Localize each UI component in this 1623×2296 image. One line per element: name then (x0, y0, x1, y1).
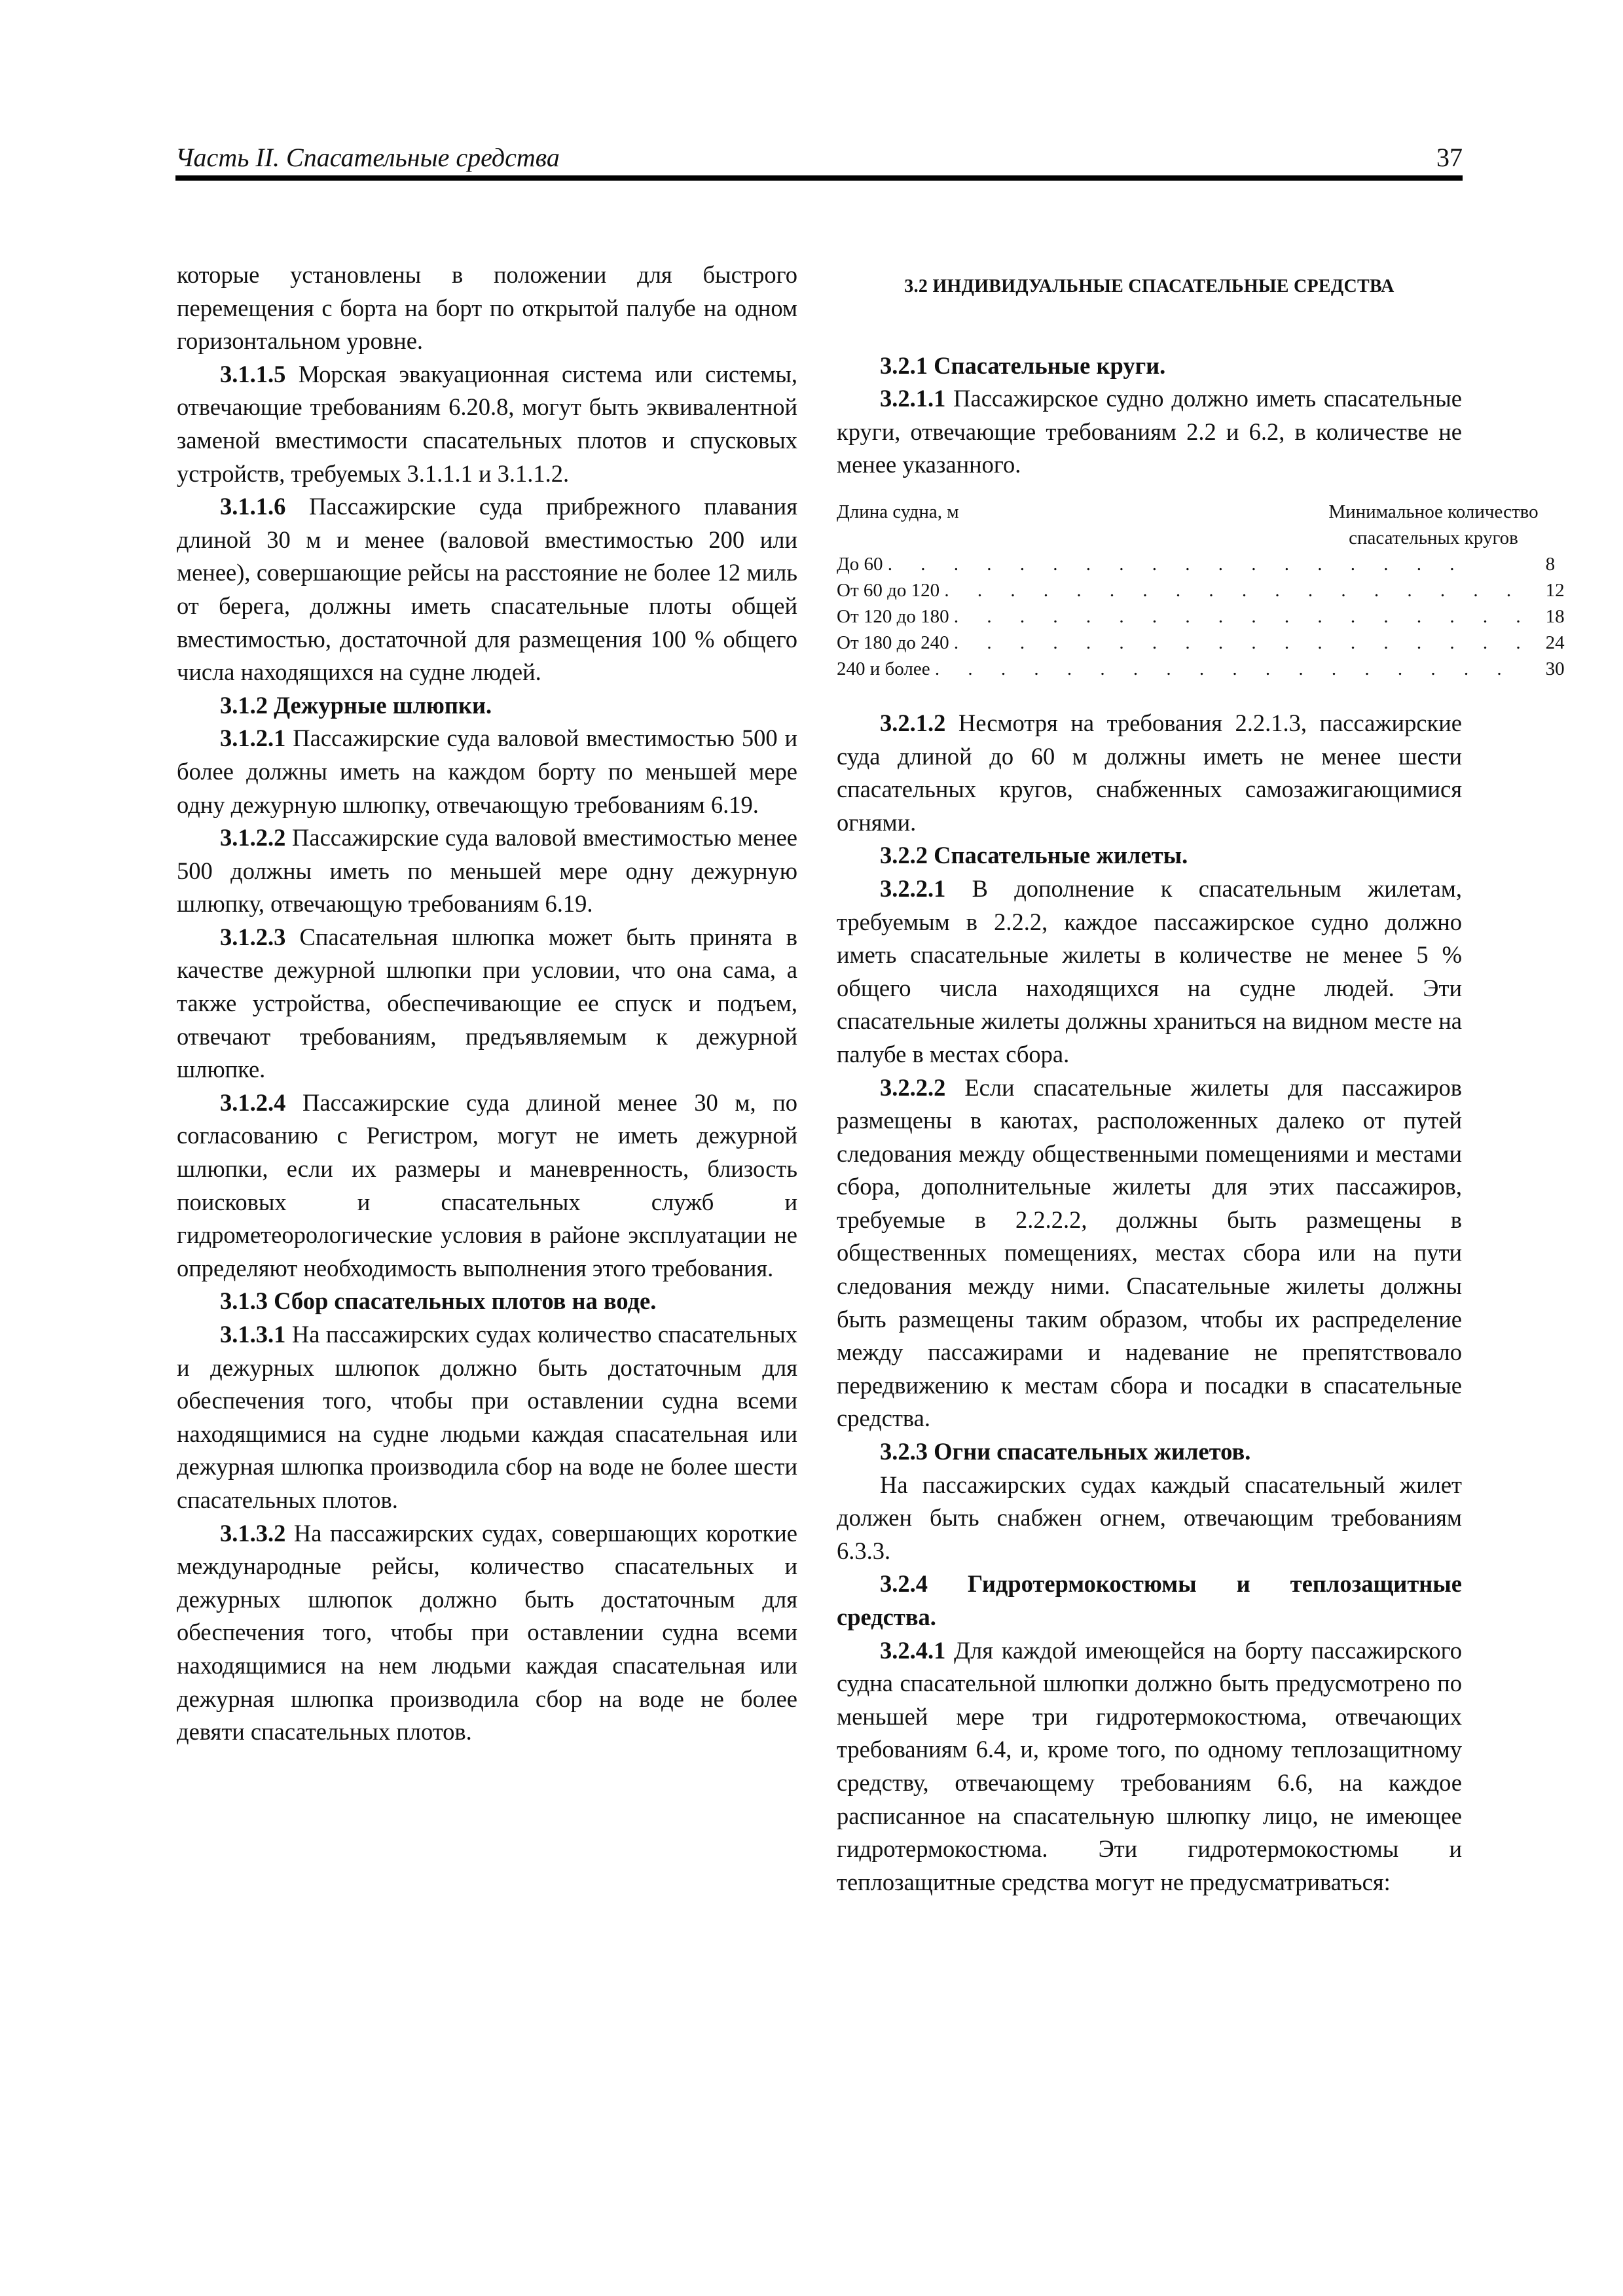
paragraph (177, 490, 797, 689)
table-row (837, 603, 1565, 630)
table-header-row (837, 499, 1565, 525)
lifebuoy-table (837, 499, 1565, 682)
table-row (837, 630, 1565, 656)
clause-text: На пассажирских судах количество спасательных и дежурных шлюпок должно быть достаточным для обеспечения того, чтобы при оставлении судна всеми находящимися на судне людьми каждая спасательная или дежурная шлюпка производила сбор на воде не более шести спасательных плотов. (177, 1321, 797, 1513)
table-row (837, 551, 1565, 577)
clause-number: 3.1.2.1 (220, 725, 286, 752)
clause-text: На пассажирских судах, совершающих короткие международные рейсы, количество спасательных и дежурных шлюпок должно быть достаточным для обеспечения того, чтобы при оставлении судна всеми находящимися на нем людьми каждая спасательная или дежурная шлюпка производила сбор на воде не более девяти спасательных плотов. (177, 1519, 797, 1746)
paragraph (837, 382, 1462, 482)
clause-text: Пассажирские суда прибрежного плавания длиной 30 м и менее (валовой вместимостью 200 или менее), совершающие рейсы на расстояние не более 12 миль от берега, должны иметь спасательные плоты общей вместимостью, достаточной для размещения 100 % общего числа находящихся на судне людей. (177, 493, 797, 686)
clause-text: которые установлены в положении для быстрого перемещения с борта на борт по открытой палубе на одном горизонтальном уровне. (177, 261, 797, 355)
subsection-heading (837, 350, 1462, 383)
leader-dots: . . . . . . . . . . . . . . . . . . (887, 553, 1467, 575)
clause-number: 3.1.1.5 (220, 360, 286, 387)
row-length-cell (837, 551, 1533, 577)
row-length: От 60 до 120 (837, 579, 940, 601)
paragraph (837, 707, 1462, 839)
row-count: 8 (1545, 553, 1556, 575)
row-count: 18 (1545, 605, 1565, 627)
row-length: До 60 (837, 553, 883, 575)
paragraph (837, 1071, 1462, 1436)
clause-number: 3.2.1.2 (880, 709, 946, 736)
clause-number: 3.1.3.2 (220, 1519, 286, 1547)
clause-number: 3.2.4.1 (880, 1636, 946, 1664)
paragraph (837, 1469, 1462, 1568)
clause-text: Для каждой имеющейся на борту пассажирского судна спасательной шлюпки должно быть предусмотрено по меньшей мере три гидротермокостюма, отвечающих требованиям 6.4, и, кроме того, по одному теплозащитному средству, отвечающему требованиям 6.6, на каждое расписанное на спасательную шлюпку лицо, не имеющее гидротермокостюма. Эти гидротермокостюмы и теплозащитные средства могут не предусматриваться: (837, 1636, 1462, 1895)
clause-number: 3.1.1.6 (220, 493, 286, 520)
leader-dots: . . . . . . . . . . . . . . . . . . (934, 658, 1514, 679)
subsection-heading (837, 1568, 1462, 1634)
clause-number: 3.1.2.2 (220, 824, 286, 852)
clause-text: Пассажирское судно должно иметь спасательные круги, отвечающие требованиям 2.2 и 6.2, в количестве не менее указанного. (837, 385, 1462, 478)
subsection-heading (837, 1435, 1462, 1469)
table-header-length: Длина судна, м (837, 501, 959, 522)
clause-number: 3.2.4 Гидротермокостюмы и теплозащитные средства. (837, 1570, 1462, 1630)
table-header-count-line1: Минимальное количество (1328, 501, 1539, 522)
subsection-heading (177, 1285, 797, 1318)
clause-text: Спасательная шлюпка может быть принята в качестве дежурной шлюпки при условии, что она сама, а также устройства, обеспечивающие ее спуск и подъем, отвечают требованиям, предъявляемым к дежурной шлюпке. (177, 923, 797, 1083)
page-number: 37 (1436, 143, 1463, 172)
clause-number: 3.2.1 Спасательные круги. (880, 351, 1166, 379)
clause-number: 3.1.3 Сбор спасательных плотов на воде. (220, 1287, 657, 1315)
row-count: 24 (1545, 632, 1565, 653)
paragraph (177, 921, 797, 1086)
row-count: 30 (1545, 658, 1565, 679)
row-length: 240 и более (837, 658, 930, 679)
paragraphs-before-table (837, 350, 1462, 482)
paragraph (177, 1318, 797, 1517)
row-length-cell (837, 630, 1533, 656)
clause-number: 3.1.2.4 (220, 1088, 286, 1116)
table-header-count (1328, 499, 1565, 548)
table-body (837, 551, 1565, 682)
header-title: Часть II. Спасательные средства (175, 143, 560, 172)
paragraph (177, 1086, 797, 1285)
leader-dots: . . . . . . . . . . . . . . . . . . (953, 632, 1533, 653)
clause-number: 3.2.2.2 (880, 1073, 946, 1101)
row-count: 12 (1545, 579, 1565, 601)
clause-text: Пассажирские суда длиной менее 30 м, по согласованию с Регистром, могут не иметь дежурной шлюпки, если их размеры и маневренность, близость поисковых и спасательных служб и гидрометеорологические условия в районе эксплуатации не определяют необходимость выполнения этого требования. (177, 1088, 797, 1282)
paragraph (177, 1517, 797, 1749)
clause-text: Если спасательные жилеты для пассажиров размещены в каютах, расположенных далеко от путей следования между общественными помещениями и местами сбора, дополнительные жилеты для этих пассажиров, требуемые в 2.2.2.2, должны быть размещены в общественных помещениях, местах сбора или на пути следования между ними. Спасательные жилеты должны быть размещены таким образом, чтобы их распределение между пассажирами и надевание не препятствовало передвижению к местам сбора и посадки в спасательные средства. (837, 1073, 1462, 1432)
left-column (177, 259, 797, 1749)
clause-number: 3.2.3 Огни спасательных жилетов. (880, 1438, 1251, 1465)
clause-text: Несмотря на требования 2.2.1.3, пассажирские суда длиной до 60 м должны иметь не менее шести спасательных кругов, снабженных самозажигающимися огнями. (837, 709, 1462, 836)
clause-number: 3.1.2.3 (220, 923, 286, 950)
clause-number: 3.2.2.1 (880, 874, 946, 902)
paragraph (177, 358, 797, 490)
paragraph (177, 722, 797, 821)
row-length: От 120 до 180 (837, 605, 949, 627)
clause-number: 3.1.3.1 (220, 1321, 286, 1348)
paragraphs-after-table (837, 707, 1462, 1899)
row-length-cell (837, 603, 1533, 630)
row-length: От 180 до 240 (837, 632, 949, 653)
running-header (175, 137, 1463, 181)
clause-text: Пассажирские суда валовой вместимостью менее 500 должны иметь по меньшей мере одну дежурную шлюпку, отвечающую требованиям 6.19. (177, 824, 797, 918)
clause-number: 3.2.1.1 (880, 385, 946, 412)
subsection-heading (837, 839, 1462, 872)
table-row (837, 656, 1565, 682)
clause-text: Пассажирские суда валовой вместимостью 500 и более должны иметь на каждом борту по меньшей мере одну дежурную шлюпку, отвечающую требованиям 6.19. (177, 725, 797, 818)
paragraph (177, 259, 797, 358)
clause-text: В дополнение к спасательным жилетам, требуемым в 2.2.2, каждое пассажирское судно должно иметь спасательные жилеты в количестве не менее 5 % общего числа находящихся на судне людей. Эти спасательные жилеты должны храниться на видном месте на палубе в местах сбора. (837, 874, 1462, 1067)
row-length-cell (837, 577, 1533, 603)
clause-number: 3.1.2 Дежурные шлюпки. (220, 691, 492, 719)
right-column (837, 259, 1565, 1899)
leader-dots: . . . . . . . . . . . . . . . . . . (953, 605, 1533, 627)
section-title: 3.2 ИНДИВИДУАЛЬНЫЕ СПАСАТЕЛЬНЫЕ СРЕДСТВА (904, 276, 1395, 296)
subsection-heading (177, 689, 797, 723)
leader-dots: . . . . . . . . . . . . . . . . . . (944, 579, 1523, 601)
row-length-cell (837, 656, 1533, 682)
clause-text: Морская эвакуационная система или системы, отвечающие требованиям 6.20.8, могут быть эквивалентной заменой вместимости спасательных плотов и спусковых устройств, требуемых 3.1.1.1 и 3.1.1.2. (177, 360, 797, 487)
table-row (837, 577, 1565, 603)
clause-number: 3.2.2 Спасательные жилеты. (880, 842, 1188, 869)
paragraph (177, 821, 797, 921)
table-header-count-line2: спасательных кругов (1349, 527, 1518, 548)
paragraph (837, 1634, 1462, 1899)
paragraph (837, 872, 1462, 1071)
clause-text: На пассажирских судах каждый спасательный жилет должен быть снабжен огнем, отвечающим требованиям 6.3.3. (837, 1471, 1462, 1564)
